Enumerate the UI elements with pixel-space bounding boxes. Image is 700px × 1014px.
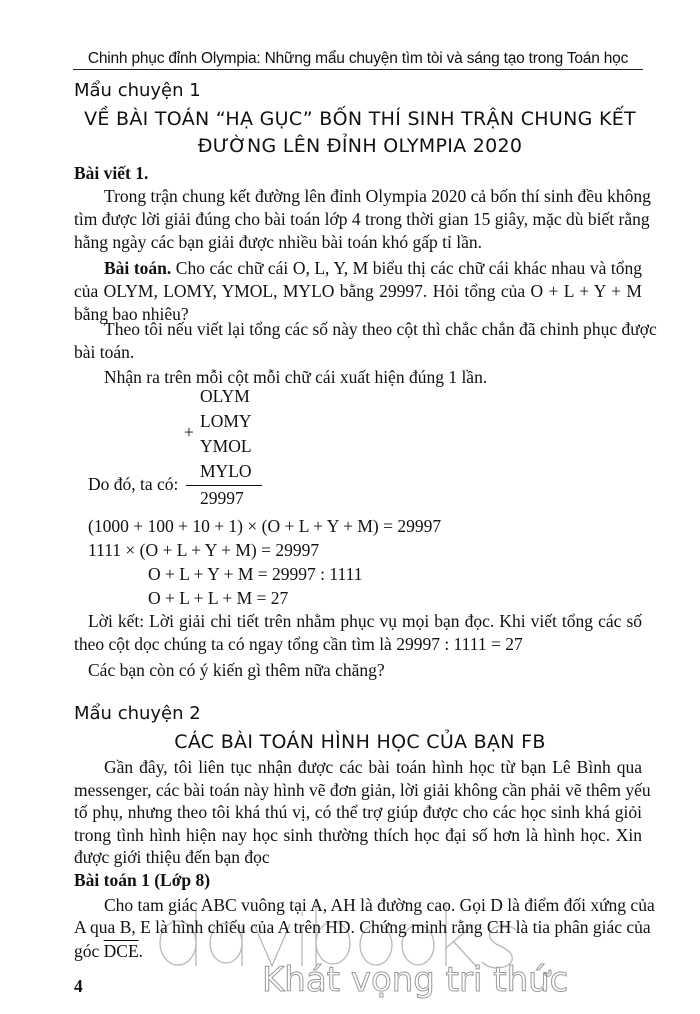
section-heading: Bài viết 1. <box>74 163 149 183</box>
problem-line: của OLYM, LOMY, YMOL, MYLO bằng 29997. Hỏi tổng của O + L + Y + M <box>74 281 642 301</box>
paragraph-line: tìm được lời giải đúng cho bài toán lớp 4 trong thời gian 15 giây, mặc dù biết rằng <box>74 209 650 229</box>
problem-period: . <box>138 941 144 961</box>
paragraph-line: được giới thiệu đến bạn đọc <box>74 847 270 867</box>
sum-rule <box>186 485 262 486</box>
story-2-title: CÁC BÀI TOÁN HÌNH HỌC CỦA BẠN FB <box>174 731 546 753</box>
equation: (1000 + 100 + 10 + 1) × (O + L + Y + M) = 29997 <box>88 516 442 536</box>
story-1-title-line-1: VỀ BÀI TOÁN “HẠ GỤC” BỐN THÍ SINH TRẬN CHUNG KẾT <box>84 108 636 130</box>
sum-term: MYLO <box>200 461 252 481</box>
paragraph-line: messenger, các bài toán này hình vẽ đơn giản, lời giải không cần phải vẽ thêm yếu <box>74 780 651 800</box>
paragraph-line: hằng ngày các bạn giải được nhiều bài toán khó gấp tỉ lần. <box>74 232 482 252</box>
paragraph-line: Trong trận chung kết đường lên đỉnh Olympia 2020 cả bốn thí sinh đều không <box>104 186 651 206</box>
problem-line: bằng bao nhiêu? <box>74 304 189 324</box>
paragraph-line: Gần đây, tôi liên tục nhận được các bài toán hình học từ bạn Lê Bình qua <box>104 757 642 777</box>
problem-line: Cho tam giác ABC vuông tại A, AH là đường cao. Gọi D là điểm đối xứng của <box>104 895 655 915</box>
equation: O + L + L + M = 27 <box>148 588 289 608</box>
paragraph-line: Theo tôi nếu viết lại tổng các số này theo cột thì chắc chắn đã chinh phục được <box>104 319 657 339</box>
running-header: Chinh phục đỉnh Olympia: Những mẩu chuyện tìm tòi và sáng tạo trong Toán học <box>73 50 643 70</box>
problem-heading: Bài toán 1 (Lớp 8) <box>74 870 211 890</box>
problem-line: A qua B, E là hình chiếu của A trên HD. Chứng minh rằng CH là tia phân giác của <box>74 917 651 937</box>
problem-line <box>74 941 143 961</box>
story-1-title-line-2: ĐƯỜNG LÊN ĐỈNH OLYMPIA 2020 <box>197 135 523 157</box>
plus-sign: + <box>184 422 194 442</box>
angle-dce: $\overline{DCE}$ <box>103 941 139 961</box>
sum-result: 29997 <box>200 488 244 508</box>
paragraph-line: trong tình hình hiện nay học sinh thường thích học đại số hơn là hình học. Xin <box>74 825 642 845</box>
sum-term: LOMY <box>200 411 252 431</box>
equation: 1111 × (O + L + Y + M) = 29997 <box>88 540 320 560</box>
story-1-label: Mẩu chuyện 1 <box>74 80 201 101</box>
problem-text: Cho các chữ cái O, L, Y, M biểu thị các chữ cái khác nhau và tổng <box>171 258 642 278</box>
sum-lead: Do đó, ta có: <box>88 474 179 494</box>
conclusion-line: theo cột dọc chúng ta có ngay tổng cần tìm là 29997 : 1111 = 27 <box>74 634 523 654</box>
paragraph-line: tố phụ, nhưng theo tôi khá thú vị, có thể trợ giúp được cho các học sinh khá giỏi <box>74 802 642 822</box>
conclusion-line: Lời kết: Lời giải chi tiết trên nhằm phục vụ mọi bạn đọc. Khi viết tổng các số <box>88 611 642 631</box>
sum-term: YMOL <box>200 436 252 456</box>
problem-label: Bài toán. <box>104 258 172 278</box>
sum-term: OLYM <box>200 386 250 406</box>
story-2-label: Mẩu chuyện 2 <box>74 703 201 724</box>
problem-text: góc <box>74 941 104 961</box>
paragraph-line: bài toán. <box>74 342 135 362</box>
watermark-slogan: Khát vọng tri thức <box>262 960 569 1000</box>
paragraph-line: Nhận ra trên mỗi cột mỗi chữ cái xuất hiện đúng 1 lần. <box>104 367 488 387</box>
closing-question: Các bạn còn có ý kiến gì thêm nữa chăng? <box>88 660 385 680</box>
problem-line <box>104 258 642 278</box>
page-number: 4 <box>74 976 83 996</box>
equation: O + L + Y + M = 29997 : 1111 <box>148 564 363 584</box>
